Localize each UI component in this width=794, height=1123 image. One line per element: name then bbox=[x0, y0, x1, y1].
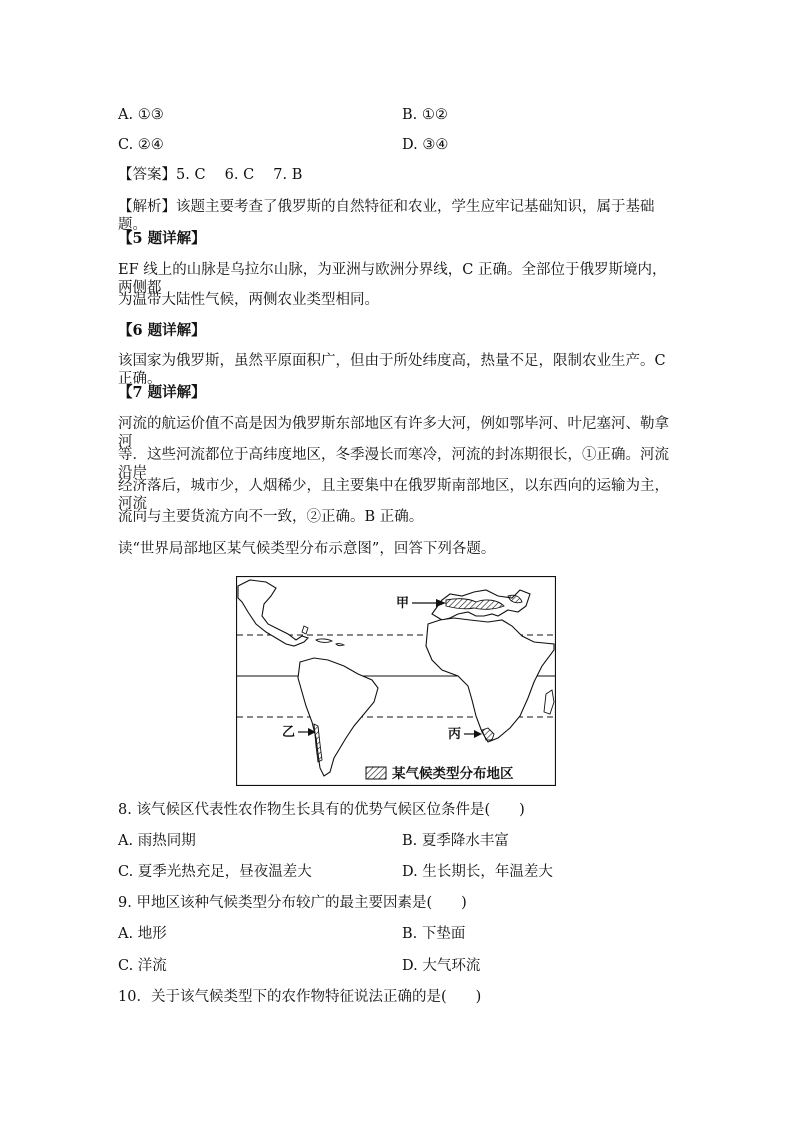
q8-option-d: D. 生长期长，年温差大 bbox=[402, 864, 553, 880]
q8-option-c: C. 夏季光热充足，昼夜温差大 bbox=[118, 864, 312, 880]
q7-text-line2: 等．这些河流都位于高纬度地区，冬季漫长而寒冷，河流的封冻期很长，①正确。河流沿岸 bbox=[118, 447, 669, 481]
q7-text-line1: 河流的航运价值不高是因为俄罗斯东部地区有许多大河，例如鄂毕河、叶尼塞河、勒拿河 bbox=[118, 416, 669, 450]
q9-option-d: D. 大气环流 bbox=[402, 958, 481, 974]
q9-option-c: C. 洋流 bbox=[118, 958, 167, 974]
q7-text-line4: 流向与主要货流方向不一致，②正确。B 正确。 bbox=[118, 509, 424, 525]
q7-option-d: D. ③④ bbox=[402, 137, 449, 153]
legend-hatch-swatch bbox=[366, 767, 386, 779]
q8-option-a: A. 雨热同期 bbox=[118, 833, 196, 849]
q5-text-line1: EF 线上的山脉是乌拉尔山脉，为亚洲与欧洲分界线，C 正确。全部位于俄罗斯境内，两侧都 bbox=[118, 262, 667, 296]
q7-option-a: A. ①③ bbox=[118, 107, 164, 123]
q5-heading: 【5 题详解】 bbox=[118, 230, 206, 247]
climate-map-svg bbox=[236, 576, 556, 786]
analysis-line: 【解析】该题主要考查了俄罗斯的自然特征和农业，学生应牢记基础知识，属于基础题。 bbox=[118, 199, 655, 233]
q5-text-line2: 为温带大陆性气候，两侧农业类型相同。 bbox=[118, 292, 379, 308]
q8-option-b: B. 夏季降水丰富 bbox=[402, 833, 509, 849]
q7-heading: 【7 题详解】 bbox=[118, 384, 206, 401]
map-intro: 读“世界局部地区某气候类型分布示意图”，回答下列各题。 bbox=[118, 541, 496, 557]
q9-stem: 9. 甲地区该种气候类型分布较广的最主要因素是( ) bbox=[118, 895, 467, 911]
q6-text-line1: 该国家为俄罗斯，虽然平原面积广，但由于所处纬度高，热量不足，限制农业生产。C 正确。 bbox=[118, 353, 666, 387]
q8-stem: 8. 该气候区代表性农作物生长具有的优势气候区位条件是( ) bbox=[118, 802, 525, 818]
label-jia: 甲 bbox=[396, 596, 410, 611]
label-yi: 乙 bbox=[282, 725, 296, 740]
answer-line: 【答案】5. C 6. C 7. B bbox=[118, 167, 303, 183]
q7-option-c: C. ②④ bbox=[118, 137, 164, 153]
q7-option-b: B. ①② bbox=[402, 107, 448, 123]
climate-map-figure bbox=[236, 576, 556, 786]
q7-text-line3: 经济落后，城市少，人烟稀少，且主要集中在俄罗斯南部地区，以东西向的运输为主，河流 bbox=[118, 478, 669, 512]
q10-stem: 10．关于该气候类型下的农作物特征说法正确的是( ) bbox=[118, 989, 482, 1005]
q9-option-a: A. 地形 bbox=[118, 926, 167, 942]
label-bing: 丙 bbox=[448, 727, 462, 742]
q9-option-b: B. 下垫面 bbox=[402, 926, 466, 942]
q6-heading: 【6 题详解】 bbox=[118, 322, 206, 339]
legend-label: 某气候类型分布地区 bbox=[392, 766, 514, 782]
